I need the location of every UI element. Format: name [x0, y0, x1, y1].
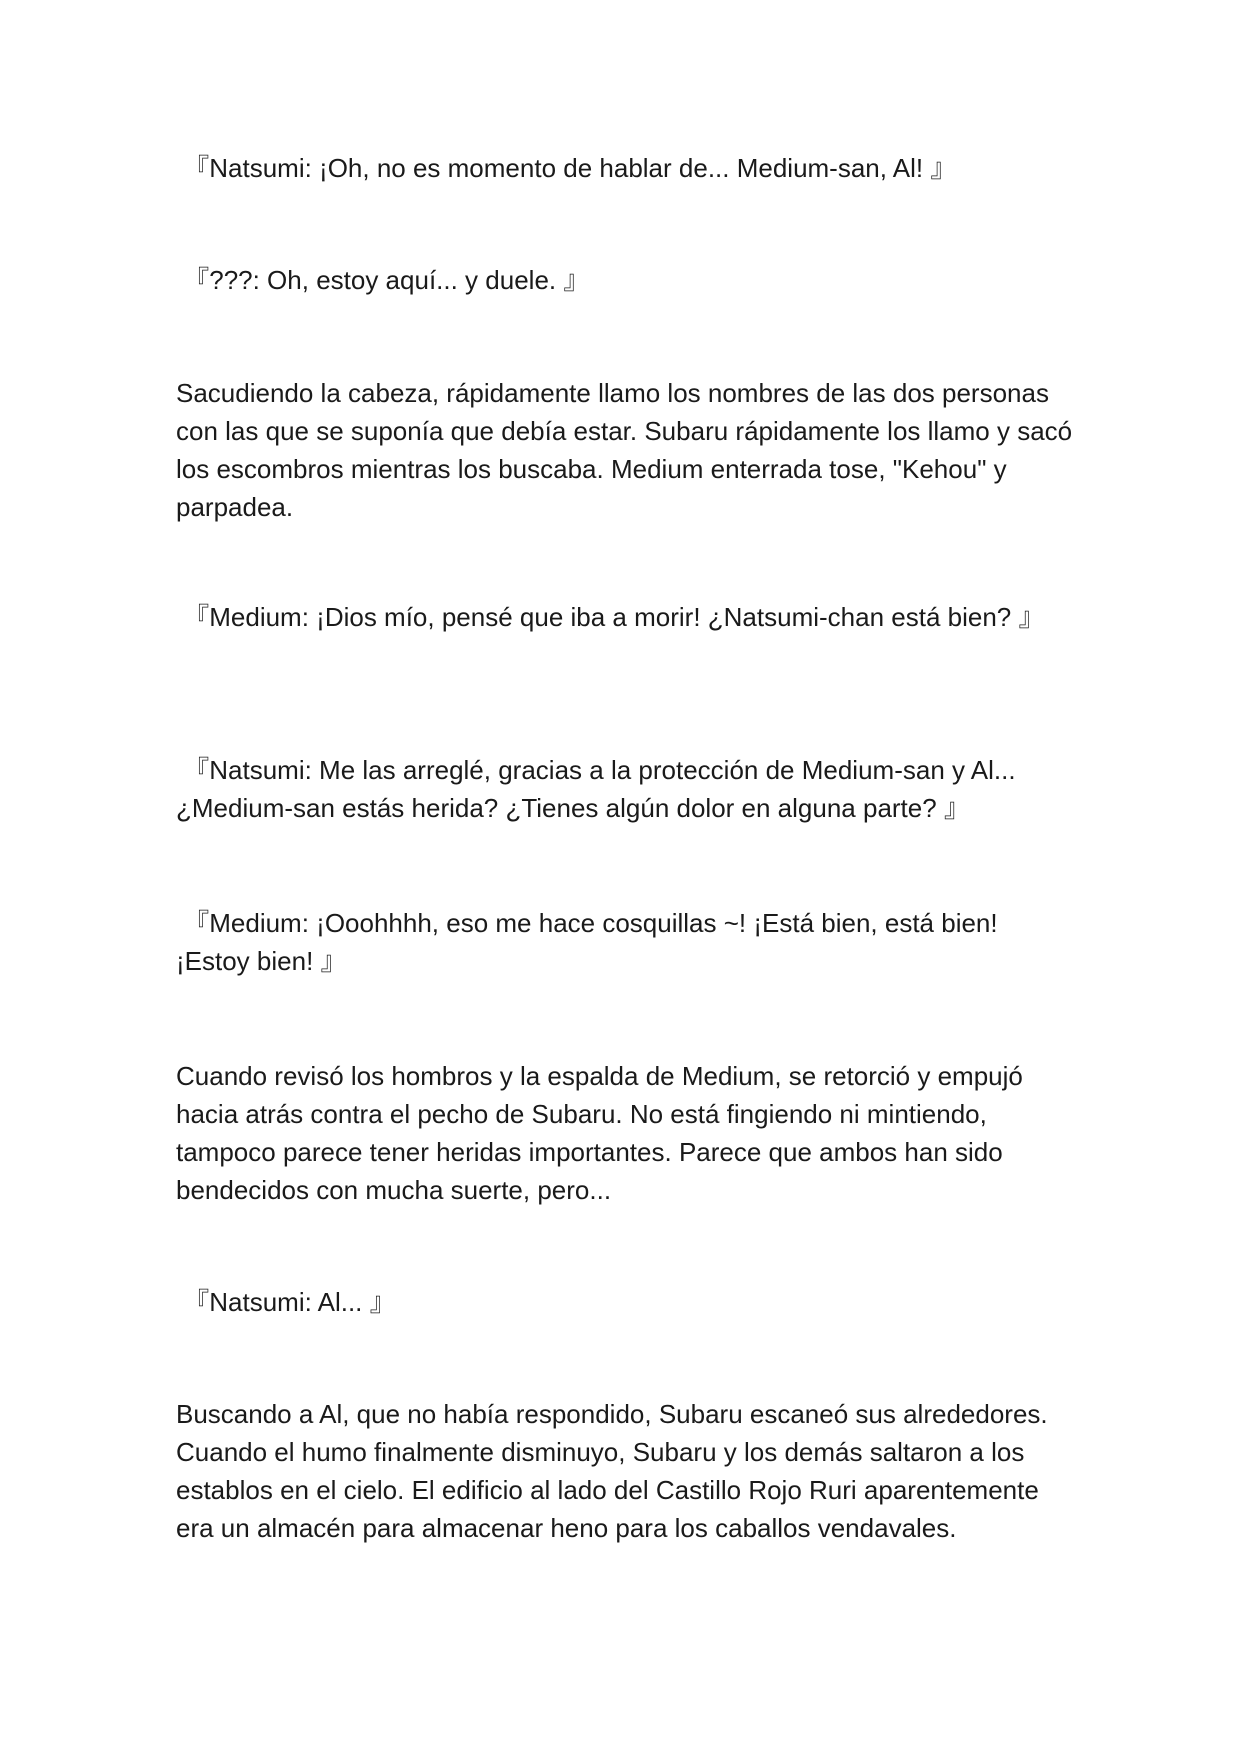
dialogue-natsumi-1: 『Natsumi: ¡Oh, no es momento de hablar de... Medium-san, Al! 』 [176, 153, 957, 183]
narration-paragraph-3: Buscando a Al, que no había respondido, Subaru escaneó sus alrededores. Cuando el humo finalmente disminuyo, Subaru y los demás saltaron a los establos en el cielo. El edificio al lado del Castillo Rojo Ruri aparentemente era un almacén para almacenar heno para los caballos vendavales. [176, 1399, 1055, 1543]
dialogue-natsumi-2: 『Natsumi: Me las arreglé, gracias a la protección de Medium-san y Al... ¿Medium-san estás herida? ¿Tienes algún dolor en alguna parte? 』 [176, 755, 1023, 823]
dialogue-unknown: 『???: Oh, estoy aquí... y duele. 』 [176, 265, 590, 295]
narration-paragraph-2: Cuando revisó los hombros y la espalda de Medium, se retorció y empujó hacia atrás contra el pecho de Subaru. No está fingiendo ni mintiendo, tampoco parece tener heridas importantes. Parece que ambos han sido bendecidos con mucha suerte, pero... [176, 1061, 1031, 1205]
dialogue-medium-2: 『Medium: ¡Ooohhhh, eso me hace cosquillas ~! ¡Está bien, está bien! ¡Estoy bien! 』 [176, 908, 1005, 976]
narration-paragraph-1: Sacudiendo la cabeza, rápidamente llamo los nombres de las dos personas con las que se suponía que debía estar. Subaru rápidamente los llamo y sacó los escombros mientras los buscaba. Medium enterrada tose, "Kehou" y parpadea. [176, 378, 1080, 522]
dialogue-natsumi-3: 『Natsumi: Al... 』 [176, 1287, 396, 1317]
dialogue-medium-1: 『Medium: ¡Dios mío, pensé que iba a morir! ¿Natsumi-chan está bien? 』 [176, 602, 1045, 632]
